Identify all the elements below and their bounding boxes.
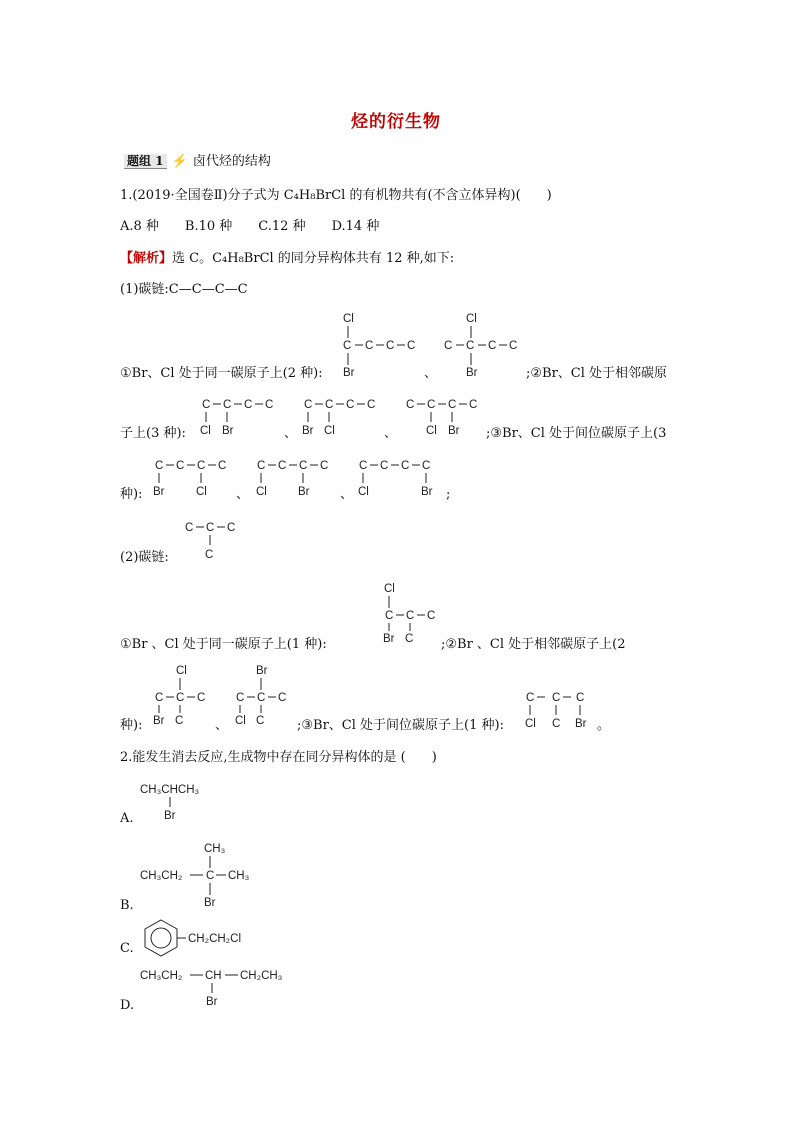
svg-text:C: C bbox=[407, 340, 416, 352]
formula-c bbox=[140, 918, 270, 958]
svg-text:C: C bbox=[343, 340, 352, 352]
svg-text:Cl: Cl bbox=[196, 486, 207, 498]
option-d-label: D. bbox=[120, 998, 135, 1013]
structure-a2 bbox=[442, 310, 532, 380]
svg-text:C: C bbox=[278, 460, 287, 472]
formula-a bbox=[140, 780, 230, 825]
separator: 、 bbox=[424, 366, 438, 381]
question-group-header bbox=[124, 150, 271, 171]
svg-text:Br: Br bbox=[343, 367, 355, 379]
svg-text:C: C bbox=[509, 340, 518, 352]
svg-text:C: C bbox=[448, 399, 457, 411]
svg-text:Br: Br bbox=[466, 367, 478, 379]
line-c2: ; bbox=[446, 487, 451, 502]
line-e1: 种): bbox=[120, 718, 143, 733]
svg-text:C: C bbox=[576, 692, 585, 704]
svg-text:Cl: Cl bbox=[426, 425, 437, 437]
structure-d1 bbox=[383, 580, 443, 650]
svg-text:CH₃CH₂: CH₃CH₂ bbox=[140, 870, 183, 882]
lightning-icon: ⚡ bbox=[171, 154, 188, 169]
svg-text:CH₂CH₂Cl: CH₂CH₂Cl bbox=[188, 933, 242, 945]
svg-text:Cl: Cl bbox=[176, 665, 187, 677]
svg-text:C: C bbox=[346, 399, 355, 411]
svg-text:C: C bbox=[206, 870, 215, 882]
svg-text:Br: Br bbox=[575, 718, 587, 730]
line-e2: ;③Br、Cl 处于间位碳原子上(1 种): bbox=[297, 718, 504, 733]
svg-text:C: C bbox=[469, 399, 478, 411]
svg-text:Cl: Cl bbox=[466, 313, 477, 325]
svg-text:C: C bbox=[386, 340, 395, 352]
svg-text:C: C bbox=[380, 460, 389, 472]
separator: 、 bbox=[215, 718, 229, 733]
svg-text:C: C bbox=[197, 692, 206, 704]
svg-text:CH₃CHCH₃: CH₃CHCH₃ bbox=[140, 784, 200, 796]
svg-text:C: C bbox=[427, 610, 436, 622]
q1-stem: 1.(2019·全国卷Ⅱ)分子式为 C₄H₈BrCl 的有机物共有(不含立体异构)( ) bbox=[120, 188, 552, 203]
svg-text:C: C bbox=[406, 399, 415, 411]
svg-text:C: C bbox=[176, 460, 185, 472]
svg-text:C: C bbox=[256, 715, 265, 727]
page-title: 烃的衍生物 bbox=[351, 112, 441, 132]
svg-text:Br: Br bbox=[448, 425, 460, 437]
svg-text:Br: Br bbox=[256, 665, 268, 677]
svg-text:C: C bbox=[227, 522, 236, 534]
svg-text:Br: Br bbox=[302, 425, 314, 437]
structure-c1 bbox=[153, 456, 233, 501]
svg-text:C: C bbox=[205, 549, 214, 561]
svg-text:C: C bbox=[359, 460, 368, 472]
svg-text:Cl: Cl bbox=[358, 486, 369, 498]
svg-text:Br: Br bbox=[206, 996, 218, 1008]
svg-text:C: C bbox=[218, 460, 227, 472]
line-a2: ;②Br、Cl 处于相邻碳原 bbox=[526, 366, 668, 381]
svg-text:Cl: Cl bbox=[525, 718, 536, 730]
line-e3: 。 bbox=[597, 718, 611, 733]
group-name: 卤代烃的结构 bbox=[192, 154, 271, 169]
svg-text:C: C bbox=[299, 460, 308, 472]
svg-text:C: C bbox=[427, 399, 436, 411]
svg-text:C: C bbox=[385, 610, 394, 622]
svg-text:C: C bbox=[466, 340, 475, 352]
structure-c2 bbox=[255, 456, 335, 501]
structure-b2 bbox=[302, 395, 382, 440]
svg-text:CH₃: CH₃ bbox=[204, 843, 226, 855]
svg-text:Cl: Cl bbox=[256, 486, 267, 498]
q1-analysis bbox=[120, 250, 454, 268]
svg-text:C: C bbox=[176, 692, 185, 704]
benzene-ring-icon bbox=[145, 920, 177, 956]
structure-a1 bbox=[335, 310, 425, 380]
svg-text:Br: Br bbox=[383, 633, 395, 645]
svg-text:CH₃CH₂: CH₃CH₂ bbox=[140, 970, 183, 982]
svg-text:Br: Br bbox=[153, 486, 165, 498]
separator: 、 bbox=[384, 426, 398, 441]
svg-text:C: C bbox=[526, 692, 535, 704]
svg-text:Br: Br bbox=[153, 715, 165, 727]
formula-b bbox=[140, 840, 260, 910]
svg-text:C: C bbox=[488, 340, 497, 352]
svg-text:C: C bbox=[244, 399, 253, 411]
q1-options: A.8 种 B.10 种 C.12 种 D.14 种 bbox=[120, 219, 380, 234]
separator: 、 bbox=[340, 487, 354, 502]
line-d1: ①Br 、Cl 处于同一碳原子上(1 种): bbox=[120, 637, 327, 652]
structure-e3 bbox=[524, 688, 594, 733]
svg-text:C: C bbox=[552, 718, 561, 730]
line-d2: ;②Br 、Cl 处于相邻碳原子上(2 bbox=[441, 637, 626, 652]
svg-text:C: C bbox=[185, 522, 194, 534]
svg-text:C: C bbox=[223, 399, 232, 411]
svg-text:C: C bbox=[405, 633, 414, 645]
svg-text:Cl: Cl bbox=[384, 583, 395, 595]
svg-text:Br: Br bbox=[222, 425, 234, 437]
structure-e1 bbox=[153, 662, 213, 732]
svg-text:C: C bbox=[552, 692, 561, 704]
svg-text:C: C bbox=[257, 692, 266, 704]
group-tag: 题组 1 bbox=[124, 154, 167, 169]
svg-text:C: C bbox=[278, 692, 287, 704]
chain2-label: (2)碳链: bbox=[120, 550, 169, 565]
svg-text:Cl: Cl bbox=[200, 425, 211, 437]
svg-text:C: C bbox=[304, 399, 313, 411]
svg-text:CH₃: CH₃ bbox=[228, 870, 250, 882]
separator: 、 bbox=[284, 426, 298, 441]
svg-text:C: C bbox=[206, 522, 215, 534]
svg-text:Cl: Cl bbox=[324, 425, 335, 437]
svg-text:Br: Br bbox=[204, 897, 216, 909]
svg-text:Br: Br bbox=[421, 486, 433, 498]
svg-text:C: C bbox=[265, 399, 274, 411]
structure-b1 bbox=[200, 395, 280, 440]
svg-text:C: C bbox=[197, 460, 206, 472]
svg-text:C: C bbox=[155, 692, 164, 704]
separator: 、 bbox=[236, 487, 250, 502]
analysis-tag: 【解析】 bbox=[120, 251, 173, 266]
svg-text:CH₂CH₃: CH₂CH₃ bbox=[240, 970, 283, 982]
structure-c3 bbox=[357, 456, 447, 501]
line-b2: ;③Br、Cl 处于间位碳原子上(3 bbox=[486, 426, 667, 441]
branched-chain bbox=[183, 518, 243, 563]
option-b-label: B. bbox=[120, 898, 134, 913]
line-b1: 子上(3 种): bbox=[120, 426, 186, 441]
svg-text:C: C bbox=[365, 340, 374, 352]
option-c-label: C. bbox=[120, 941, 134, 956]
svg-text:C: C bbox=[236, 692, 245, 704]
svg-text:C: C bbox=[320, 460, 329, 472]
atom: Cl bbox=[343, 313, 354, 325]
svg-text:C: C bbox=[401, 460, 410, 472]
svg-text:CH: CH bbox=[205, 970, 222, 982]
svg-text:Cl: Cl bbox=[235, 715, 246, 727]
svg-text:Br: Br bbox=[298, 486, 310, 498]
svg-text:C: C bbox=[406, 610, 415, 622]
analysis-text: 选 C。C₄H₈BrCl 的同分异构体共有 12 种,如下: bbox=[172, 251, 455, 266]
svg-text:C: C bbox=[202, 399, 211, 411]
formula-d bbox=[140, 966, 300, 1011]
chain1-label: (1)碳链:C—C—C—C bbox=[120, 282, 248, 297]
svg-text:C: C bbox=[257, 460, 266, 472]
line-c1: 种): bbox=[120, 487, 143, 502]
svg-text:C: C bbox=[444, 340, 453, 352]
svg-text:C: C bbox=[325, 399, 334, 411]
option-a-label: A. bbox=[120, 811, 134, 826]
structure-e2 bbox=[234, 662, 294, 732]
line-a1: ①Br、Cl 处于同一碳原子上(2 种): bbox=[120, 366, 323, 381]
svg-text:C: C bbox=[175, 715, 184, 727]
q2-stem: 2.能发生消去反应,生成物中存在同分异构体的是 ( ) bbox=[120, 750, 437, 765]
svg-text:C: C bbox=[422, 460, 431, 472]
svg-text:Br: Br bbox=[164, 810, 176, 822]
svg-text:C: C bbox=[367, 399, 376, 411]
svg-text:C: C bbox=[155, 460, 164, 472]
structure-b3 bbox=[404, 395, 484, 440]
